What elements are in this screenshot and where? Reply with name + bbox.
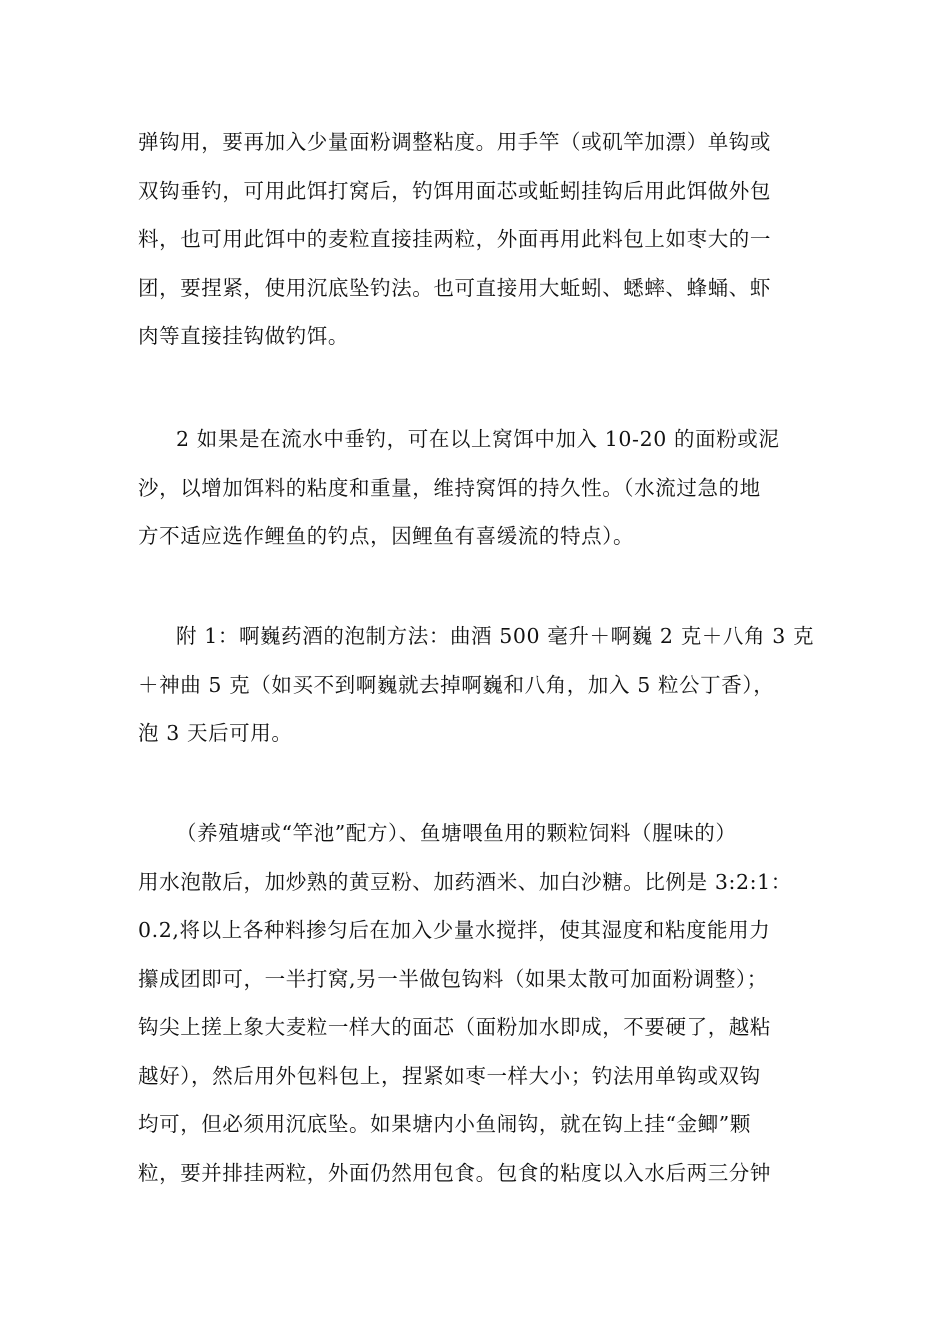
text-line: （养殖塘或“竿池”配方）、鱼塘喂鱼用的颗粒饲料（腥味的） xyxy=(176,821,737,845)
text-line: 沙，以增加饵料的粘度和重量，维持窝饵的持久性。（水流过急的地 xyxy=(138,475,761,500)
paragraph-flowing-water xyxy=(138,415,828,561)
text-line: 双钩垂钓，可用此饵打窝后，钓饵用面芯或蚯蚓挂钩后用此饵做外包 xyxy=(138,178,771,203)
text-line: 团，要捏紧，使用沉底坠钓法。也可直接用大蚯蚓、蟋蟀、蜂蛹、虾 xyxy=(138,275,771,300)
text-line: 附 1：啊巍药酒的泡制方法：曲酒 500 毫升＋啊巍 2 克＋八角 3 克 xyxy=(176,624,815,648)
text-line: 0.2,将以上各种料掺匀后在加入少量水搅拌，使其湿度和粘度能用力 xyxy=(138,918,771,942)
paragraph-appendix-1 xyxy=(138,612,828,758)
text-line: 用水泡散后，加炒熟的黄豆粉、加药酒米、加白沙糖。比例是 3:2:1： xyxy=(138,869,792,894)
text-line: 泡 3 天后可用。 xyxy=(138,721,293,745)
text-line: ＋神曲 5 克（如买不到啊巍就去掉啊巍和八角，加入 5 粒公丁香）， xyxy=(138,672,775,697)
text-line: 肉等直接挂钩做钓饵。 xyxy=(138,324,349,348)
text-line: 方不适应选作鲤鱼的钓点，因鲤鱼有喜缓流的特点）。 xyxy=(138,524,635,548)
text-line: 弹钩用，要再加入少量面粉调整粘度。用手竿（或矶竿加漂）单钩或 xyxy=(138,130,771,154)
text-line: 越好），然后用外包料包上，捏紧如枣一样大小；钓法用单钩或双钩 xyxy=(138,1063,761,1088)
text-line: 2 如果是在流水中垂钓，可在以上窝饵中加入 10-20 的面粉或泥 xyxy=(176,427,780,451)
paragraph-pond-recipe xyxy=(138,809,828,1197)
text-line: 料，也可用此饵中的麦粒直接挂两粒，外面再用此料包上如枣大的一 xyxy=(138,227,771,251)
paragraph-continued xyxy=(138,118,828,361)
text-line: 钩尖上搓上象大麦粒一样大的面芯（面粉加水即成，不要硬了，越粘 xyxy=(138,1015,771,1039)
text-line: 攥成团即可，一半打窝,另一半做包钩料（如果太散可加面粉调整）； xyxy=(138,966,768,991)
text-line: 粒，要并排挂两粒，外面仍然用包食。包食的粘度以入水后两三分钟 xyxy=(138,1160,771,1185)
text-line: 均可，但必须用沉底坠。如果塘内小鱼闹钩，就在钩上挂“金鲫”颗 xyxy=(138,1112,751,1136)
